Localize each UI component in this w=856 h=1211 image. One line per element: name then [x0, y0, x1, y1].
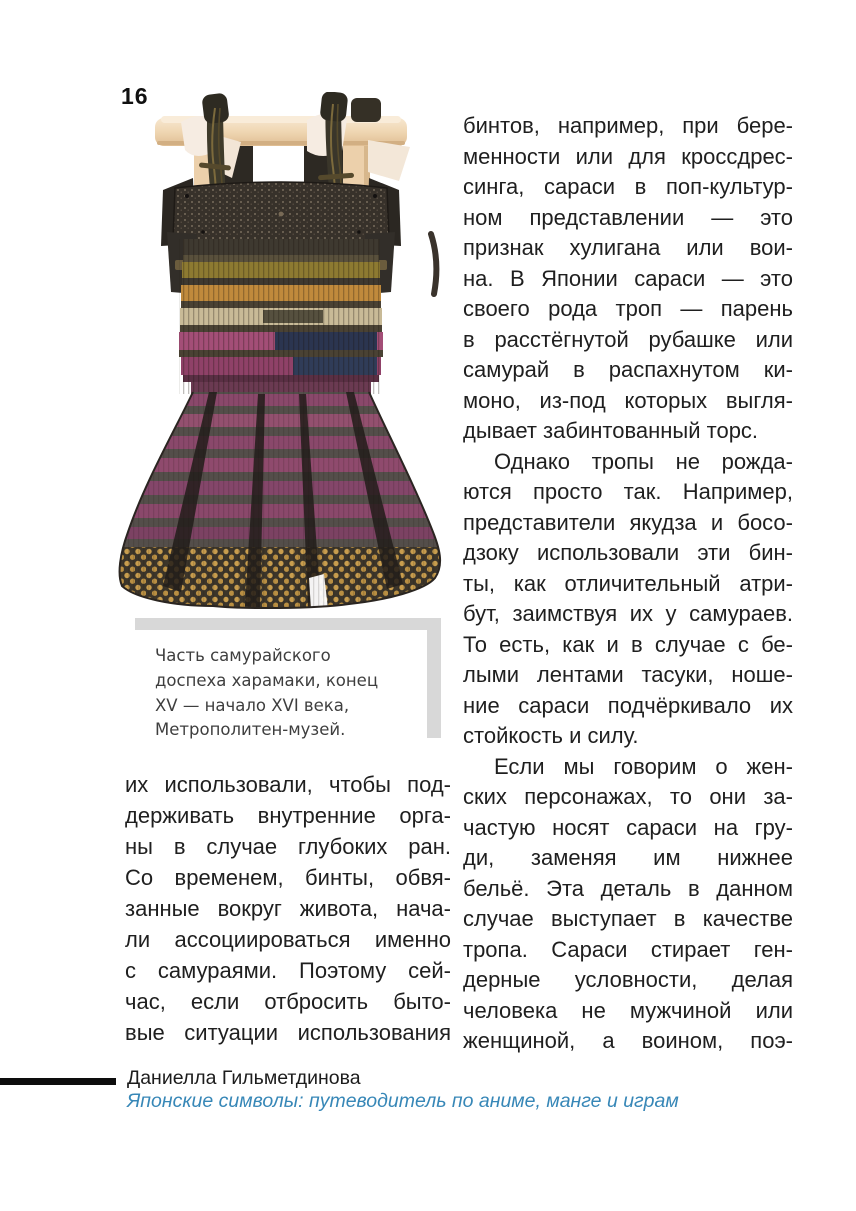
lacing-rows [179, 239, 383, 394]
armor-skirt [113, 390, 449, 610]
samurai-armor-photo [113, 92, 449, 619]
text-line: ты, как отличительный атри- [463, 570, 793, 596]
text-line: ских персонажах, то они за- [463, 784, 793, 809]
text-line: случае выступает в качестве [463, 906, 793, 931]
text-line: женщиной, а воином, поэ- [463, 1028, 793, 1053]
text-line: Метрополитен-музей. [155, 720, 346, 740]
footer-book-title: Японские символы: путеводитель по аниме, манге и играм [127, 1090, 679, 1112]
paragraph [463, 447, 793, 752]
text-line: в расстёгнутой рубашке или [463, 326, 793, 352]
text-line: признак хулигана или вои- [463, 235, 793, 260]
text-line: ли ассоциироваться именно [125, 927, 451, 952]
left-text-column [125, 769, 451, 1048]
text-line: представители якудза и босо- [463, 509, 793, 535]
text-line: частую носят сараси на гру- [463, 814, 793, 840]
text-line: час, если отбросить быто- [125, 989, 451, 1014]
text-line: вые ситуации использования [125, 1020, 451, 1045]
text-line: с самураями. Поэтому сей- [125, 958, 451, 983]
text-line: Однако тропы не рожда- [494, 448, 793, 474]
text-line: на. В Японии сараси — это [463, 265, 793, 291]
text-line: ном представлении — это [463, 204, 793, 230]
text-line: XV — начало XVI века, [155, 695, 350, 715]
text-line: занные вокруг живота, нача- [125, 896, 451, 921]
text-line: бут, заимствуя их у самураев. [463, 601, 793, 626]
text-line: ди, заменяя им нижнее [463, 845, 793, 870]
footer-rule [0, 1078, 116, 1085]
caption-frame-top-bar [135, 618, 441, 630]
text-line: бинтов, например, при бере- [463, 113, 793, 138]
samurai-armor-illustration [113, 92, 449, 619]
text-line: дзоку использовали эти бин- [463, 540, 793, 565]
text-line: стойкость и силу. [463, 723, 639, 748]
text-line: самурай в распахнутом ки- [463, 357, 793, 382]
page-number: 16 [121, 83, 149, 109]
text-line: доспеха харамаки, конец [155, 670, 379, 690]
text-line: ются просто так. Например, [463, 479, 793, 504]
text-line: Со временем, бинты, обвя- [125, 865, 451, 890]
text-line: ние сараси подчёркивало их [463, 692, 793, 718]
photo-caption [155, 644, 417, 743]
text-line: дерные условности, делая [463, 967, 793, 992]
text-line: моно, из-под которых выгля- [463, 387, 793, 413]
text-line: человека не мужчиной или [463, 997, 793, 1023]
footer-author: Даниелла Гильметдинова [127, 1067, 361, 1089]
text-line: синга, сараси в поп-культур- [463, 174, 793, 199]
text-line: То есть, как и в случае с бе- [463, 631, 793, 657]
text-line: лыми лентами тасуки, ноше- [463, 662, 793, 687]
paragraph [125, 769, 451, 1048]
paragraph [463, 752, 793, 1057]
text-line: тропа. Сараси стирает ген- [463, 936, 793, 962]
paragraph [463, 111, 793, 447]
caption-frame-right-bar [427, 630, 441, 738]
text-line: менности или для кроссдрес- [463, 143, 793, 169]
text-line: бельё. Эта деталь в данном [463, 875, 793, 901]
right-text-column [463, 111, 793, 1057]
text-line: Часть самурайского [155, 646, 331, 665]
text-line: своего рода троп — парень [463, 296, 793, 321]
text-line: ны в случае глубоких ран. [125, 834, 451, 859]
text-line: дывает забинтованный торс. [463, 418, 759, 443]
text-line: держивать внутренние орга- [125, 803, 451, 828]
text-line: их использовали, чтобы под- [125, 772, 451, 797]
text-line: Если мы говорим о жен- [494, 753, 793, 779]
